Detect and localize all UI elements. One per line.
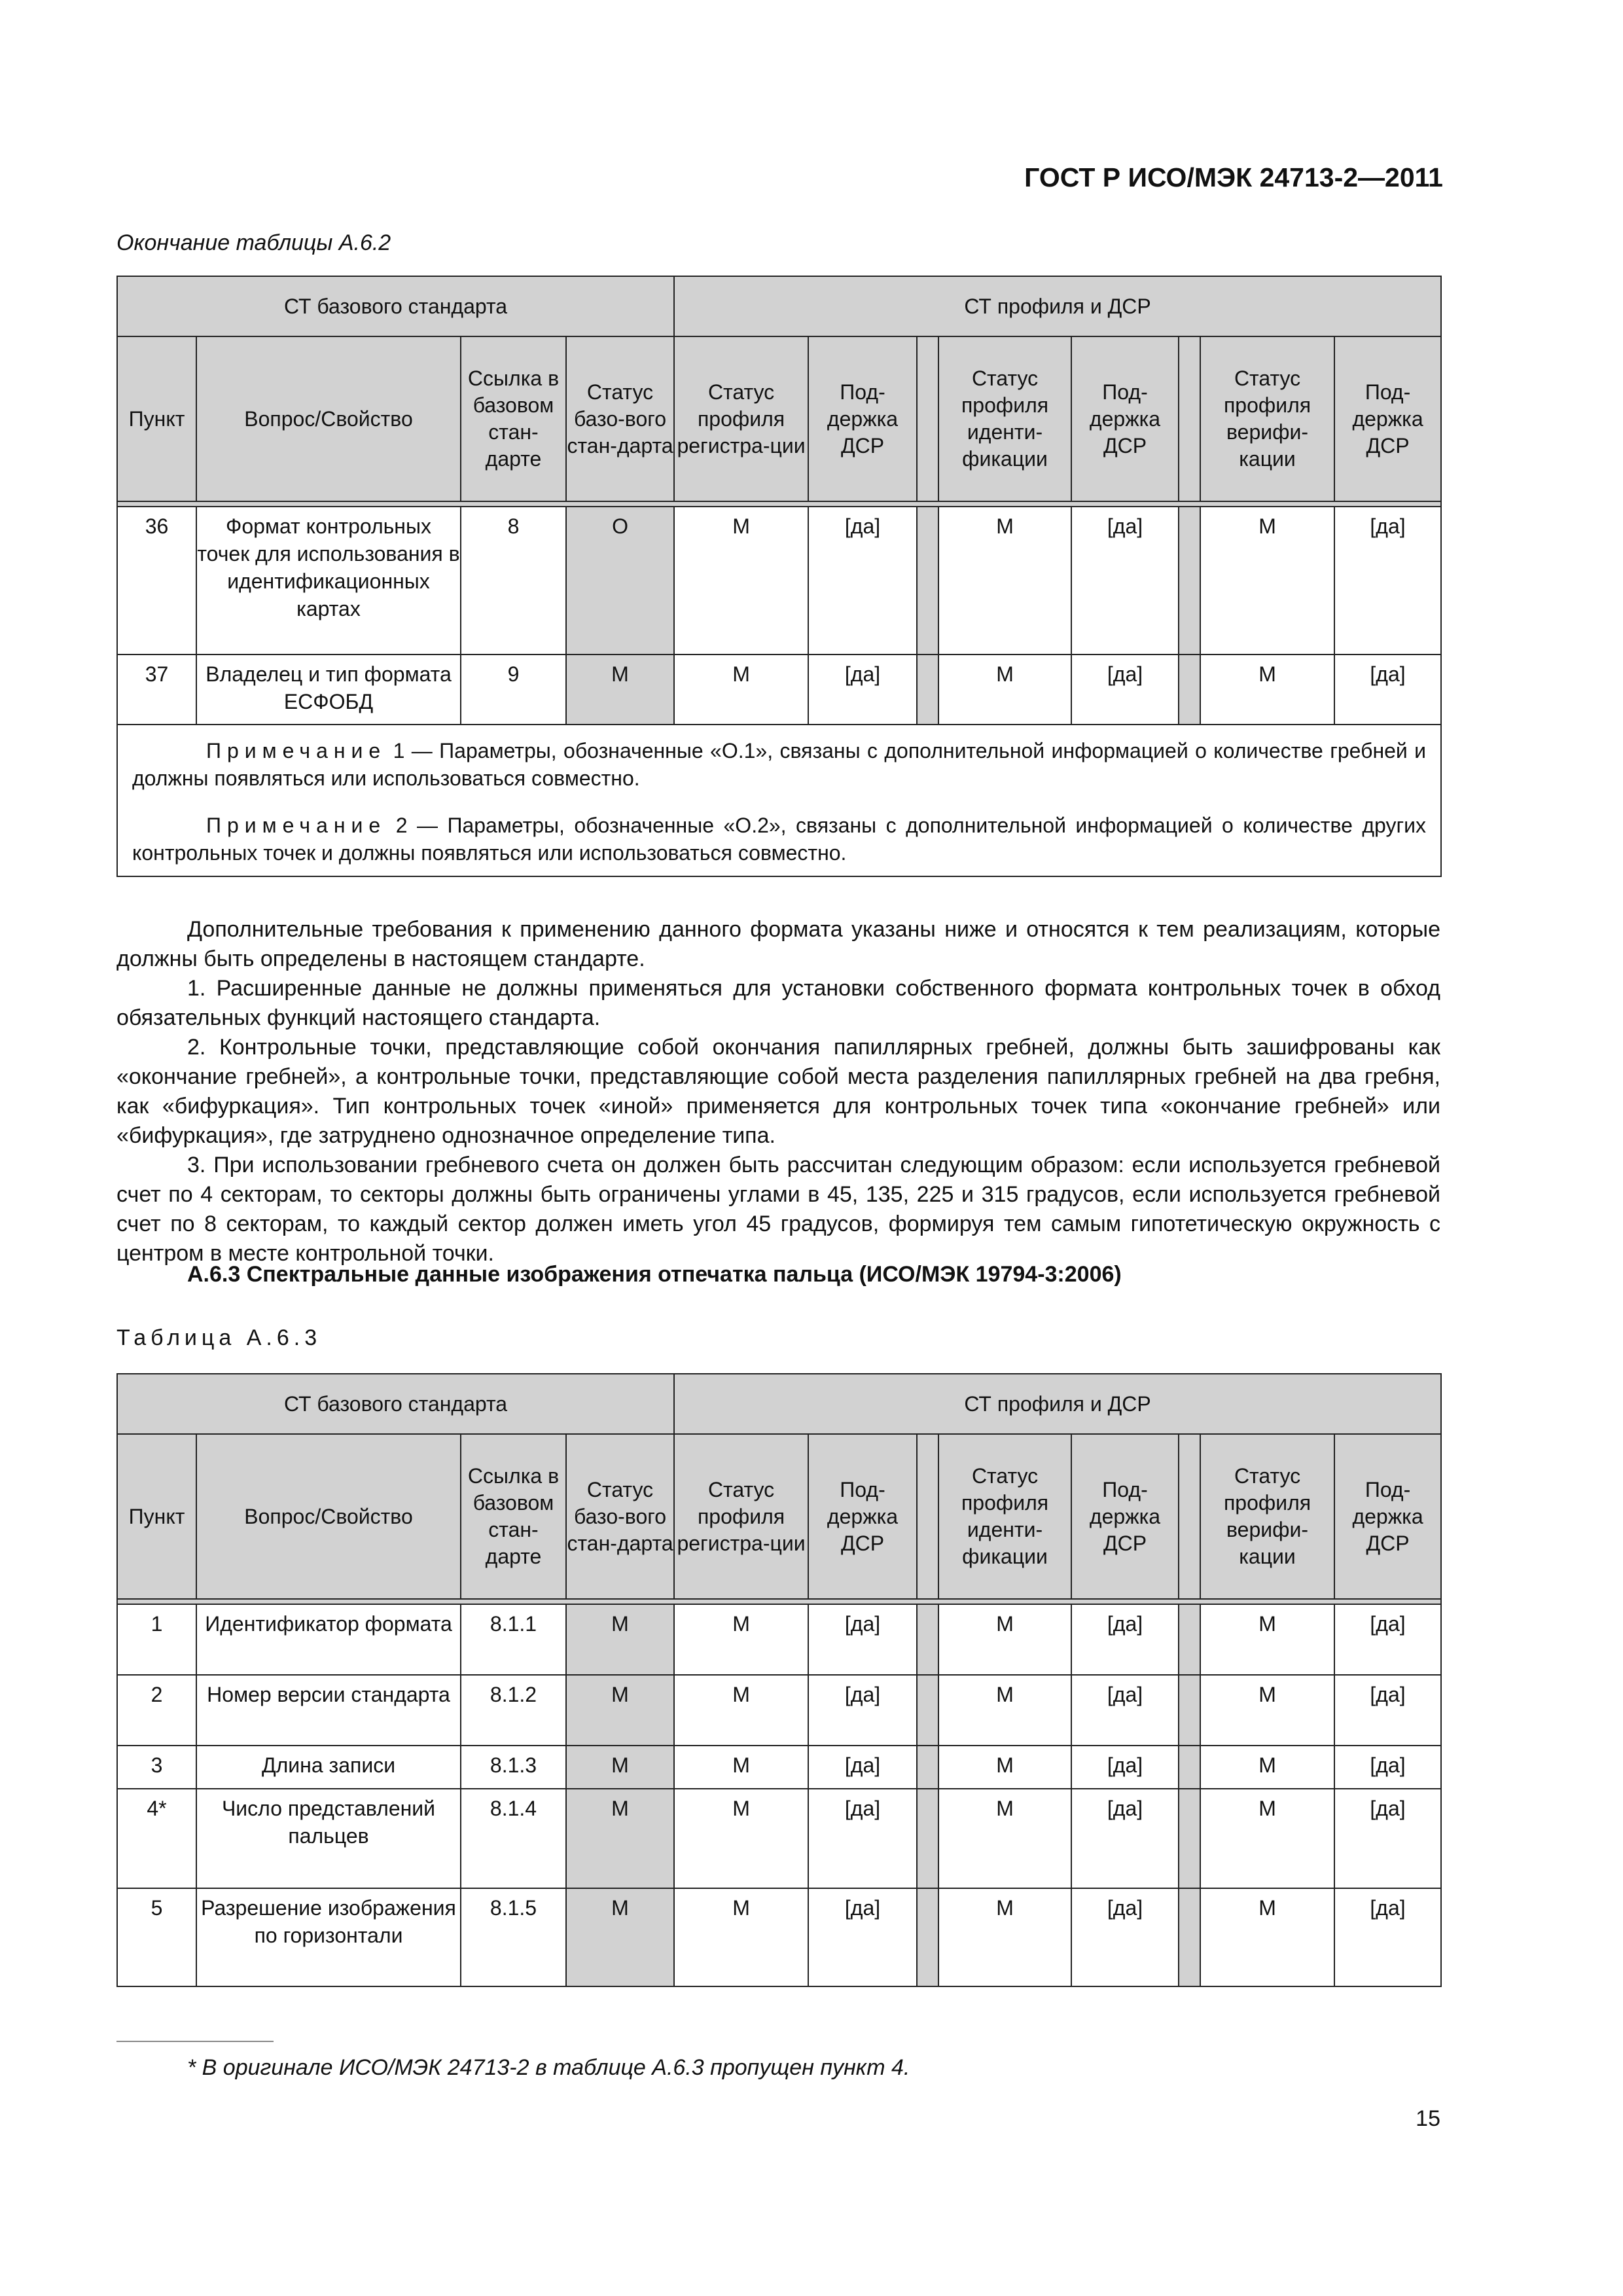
spacer-cell — [917, 655, 938, 725]
col-header-ref: Ссылка в базовом стан-дарте — [461, 336, 566, 501]
col-header-ver-status: Статус профиля верифи-кации — [1200, 1434, 1334, 1599]
header-separator — [117, 501, 1441, 507]
table-notes — [117, 725, 1441, 876]
group-header-base-standard: СТ базового стандарта — [117, 276, 674, 336]
cell-id-status: M — [938, 1604, 1071, 1675]
cell-reg-status: M — [674, 507, 808, 655]
col-header-item: Пункт — [117, 336, 196, 501]
col-header-ver-support: Под-держка ДСР — [1334, 1434, 1441, 1599]
cell-question: Длина записи — [196, 1746, 461, 1789]
cell-reg-support: [да] — [808, 1746, 917, 1789]
cell-status: M — [566, 1888, 674, 1986]
spacer-column — [1179, 1434, 1200, 1599]
col-header-item: Пункт — [117, 1434, 196, 1599]
spacer-cell — [1179, 655, 1200, 725]
cell-item: 2 — [117, 1675, 196, 1746]
spacer-cell — [917, 507, 938, 655]
spacer-column — [917, 1434, 938, 1599]
cell-id-support: [да] — [1071, 507, 1179, 655]
table-note: Примечание 2 — Параметры, обозначенные «O.2», связаны с дополнительной информацией о количестве других контрольных точек и должны появляться или использоваться совместно. — [132, 814, 1427, 865]
cell-question: Формат контрольных точек для использования в идентификационных картах — [196, 507, 461, 655]
group-header-profile: СТ профиля и ДСР — [674, 1374, 1441, 1434]
cell-ref: 8.1.2 — [461, 1675, 566, 1746]
cell-status: M — [566, 1675, 674, 1746]
cell-item: 37 — [117, 655, 196, 725]
col-header-status: Статус базо-вого стан-дарта — [566, 1434, 674, 1599]
cell-question: Номер версии стандарта — [196, 1675, 461, 1746]
col-header-id-support: Под-держка ДСР — [1071, 1434, 1179, 1599]
cell-ref: 8.1.3 — [461, 1746, 566, 1789]
cell-question: Разрешение изображения по горизонтали — [196, 1888, 461, 1986]
cell-id-support: [да] — [1071, 1789, 1179, 1888]
cell-reg-support: [да] — [808, 655, 917, 725]
cell-item: 3 — [117, 1746, 196, 1789]
footnote: * В оригинале ИСО/МЭК 24713-2 в таблице А.6.3 пропущен пункт 4. — [187, 2055, 910, 2080]
cell-reg-status: M — [674, 655, 808, 725]
cell-reg-status: M — [674, 1746, 808, 1789]
table-row — [117, 1675, 1441, 1746]
table-caption: Таблица А.6.3 — [116, 1325, 322, 1350]
spacer-cell — [1179, 507, 1200, 655]
table-notes-row — [117, 725, 1441, 876]
col-header-reg-status: Статус профиля регистра-ции — [674, 1434, 808, 1599]
cell-item: 36 — [117, 507, 196, 655]
cell-question: Владелец и тип формата ЕСФОБД — [196, 655, 461, 725]
cell-status: O — [566, 507, 674, 655]
cell-ver-support: [да] — [1334, 655, 1441, 725]
table-row — [117, 1604, 1441, 1675]
spacer-cell — [917, 1604, 938, 1675]
table-row — [117, 1888, 1441, 1986]
spacer-cell — [1179, 1789, 1200, 1888]
cell-ver-status: M — [1200, 655, 1334, 725]
cell-ver-status: M — [1200, 1604, 1334, 1675]
cell-ver-status: M — [1200, 1675, 1334, 1746]
col-header-id-status: Статус профиля иденти-фикации — [938, 1434, 1071, 1599]
cell-ver-status: M — [1200, 507, 1334, 655]
table-a62-end — [116, 276, 1442, 877]
spacer-cell — [1179, 1746, 1200, 1789]
cell-id-support: [да] — [1071, 1675, 1179, 1746]
col-header-ver-support: Под-держка ДСР — [1334, 336, 1441, 501]
table-row — [117, 507, 1441, 655]
cell-item: 5 — [117, 1888, 196, 1986]
section-heading: А.6.3 Спектральные данные изображения отпечатка пальца (ИСО/МЭК 19794-3:2006) — [187, 1262, 1122, 1287]
cell-id-support: [да] — [1071, 1604, 1179, 1675]
cell-id-status: M — [938, 1746, 1071, 1789]
cell-ver-status: M — [1200, 1746, 1334, 1789]
col-header-id-support: Под-держка ДСР — [1071, 336, 1179, 501]
cell-ver-support: [да] — [1334, 1604, 1441, 1675]
page-number: 15 — [1416, 2106, 1440, 2131]
cell-status: M — [566, 1789, 674, 1888]
cell-ref: 8.1.4 — [461, 1789, 566, 1888]
col-header-question: Вопрос/Свойство — [196, 336, 461, 501]
cell-id-support: [да] — [1071, 655, 1179, 725]
col-header-reg-status: Статус профиля регистра-ции — [674, 336, 808, 501]
cell-reg-status: M — [674, 1789, 808, 1888]
spacer-cell — [1179, 1604, 1200, 1675]
cell-item: 4* — [117, 1789, 196, 1888]
cell-item: 1 — [117, 1604, 196, 1675]
cell-ref: 9 — [461, 655, 566, 725]
col-header-ver-status: Статус профиля верифи-кации — [1200, 336, 1334, 501]
table-row — [117, 655, 1441, 725]
cell-ref: 8.1.1 — [461, 1604, 566, 1675]
cell-status: M — [566, 1604, 674, 1675]
spacer-cell — [917, 1888, 938, 1986]
cell-reg-support: [да] — [808, 1789, 917, 1888]
cell-status: M — [566, 655, 674, 725]
cell-ref: 8 — [461, 507, 566, 655]
group-header-profile: СТ профиля и ДСР — [674, 276, 1441, 336]
cell-status: M — [566, 1746, 674, 1789]
col-header-ref: Ссылка в базовом стан-дарте — [461, 1434, 566, 1599]
cell-id-support: [да] — [1071, 1746, 1179, 1789]
spacer-cell — [917, 1675, 938, 1746]
document-header: ГОСТ Р ИСО/МЭК 24713-2—2011 — [1024, 162, 1443, 192]
table-continuation-caption: Окончание таблицы А.6.2 — [116, 230, 391, 255]
header-separator — [117, 1599, 1441, 1604]
table-a63 — [116, 1373, 1442, 1987]
col-header-reg-support: Под-держка ДСР — [808, 1434, 917, 1599]
spacer-cell — [917, 1789, 938, 1888]
spacer-cell — [1179, 1675, 1200, 1746]
paragraph: 1. Расширенные данные не должны применяться для установки собственного формата контрольных точек в обход обязательных функций настоящего стандарта. — [116, 976, 1440, 1030]
paragraph: Дополнительные требования к применению данного формата указаны ниже и относятся к тем реализациям, которые должны быть определены в настоящем стандарте. — [116, 917, 1440, 971]
cell-ver-support: [да] — [1334, 507, 1441, 655]
table-row — [117, 1746, 1441, 1789]
cell-question: Идентификатор формата — [196, 1604, 461, 1675]
cell-reg-support: [да] — [808, 507, 917, 655]
group-header-base-standard: СТ базового стандарта — [117, 1374, 674, 1434]
spacer-cell — [917, 1746, 938, 1789]
cell-reg-support: [да] — [808, 1888, 917, 1986]
cell-reg-status: M — [674, 1604, 808, 1675]
spacer-column — [1179, 336, 1200, 501]
col-header-status: Статус базо-вого стан-дарта — [566, 336, 674, 501]
spacer-cell — [1179, 1888, 1200, 1986]
paragraph: 2. Контрольные точки, представляющие собой окончания папиллярных гребней, должны быть зашифрованы как «окончание гребней», а контрольные точки, представляющие собой места разделения папиллярных гребней на два гребня, как «бифуркация». Тип контрольных точек «иной» применяется для контрольных точек типа «окончание гребней» или «бифуркация», где затруднено однозначное определение типа. — [116, 1035, 1440, 1148]
spacer-column — [917, 336, 938, 501]
table-row — [117, 1789, 1441, 1888]
cell-ver-support: [да] — [1334, 1789, 1441, 1888]
cell-ver-support: [да] — [1334, 1888, 1441, 1986]
paragraph: 3. При использовании гребневого счета он должен быть рассчитан следующим образом: если используется гребневой счет по 4 секторам, то секторы должны быть ограничены углами в 45, 135, 225 и 315 градусов, если используется гребневой счет по 8 секторам, то каждый сектор должен иметь угол 45 градусов, формируя тем самым гипотетическую окружность с центром в месте контрольной точки. — [116, 1153, 1440, 1266]
cell-reg-support: [да] — [808, 1675, 917, 1746]
cell-id-status: M — [938, 1675, 1071, 1746]
cell-reg-status: M — [674, 1888, 808, 1986]
col-header-reg-support: Под-держка ДСР — [808, 336, 917, 501]
body-text — [116, 915, 1440, 1268]
cell-ver-support: [да] — [1334, 1746, 1441, 1789]
cell-reg-status: M — [674, 1675, 808, 1746]
cell-id-status: M — [938, 655, 1071, 725]
cell-question: Число представлений пальцев — [196, 1789, 461, 1888]
table-note: Примечание 1 — Параметры, обозначенные «O.1», связаны с дополнительной информацией о количестве гребней и должны появляться или использоваться совместно. — [132, 739, 1427, 790]
footnote-divider — [116, 2041, 274, 2042]
cell-id-support: [да] — [1071, 1888, 1179, 1986]
cell-id-status: M — [938, 507, 1071, 655]
cell-reg-support: [да] — [808, 1604, 917, 1675]
cell-ref: 8.1.5 — [461, 1888, 566, 1986]
col-header-question: Вопрос/Свойство — [196, 1434, 461, 1599]
cell-id-status: M — [938, 1789, 1071, 1888]
cell-id-status: M — [938, 1888, 1071, 1986]
cell-ver-support: [да] — [1334, 1675, 1441, 1746]
cell-ver-status: M — [1200, 1789, 1334, 1888]
col-header-id-status: Статус профиля иденти-фикации — [938, 336, 1071, 501]
cell-ver-status: M — [1200, 1888, 1334, 1986]
